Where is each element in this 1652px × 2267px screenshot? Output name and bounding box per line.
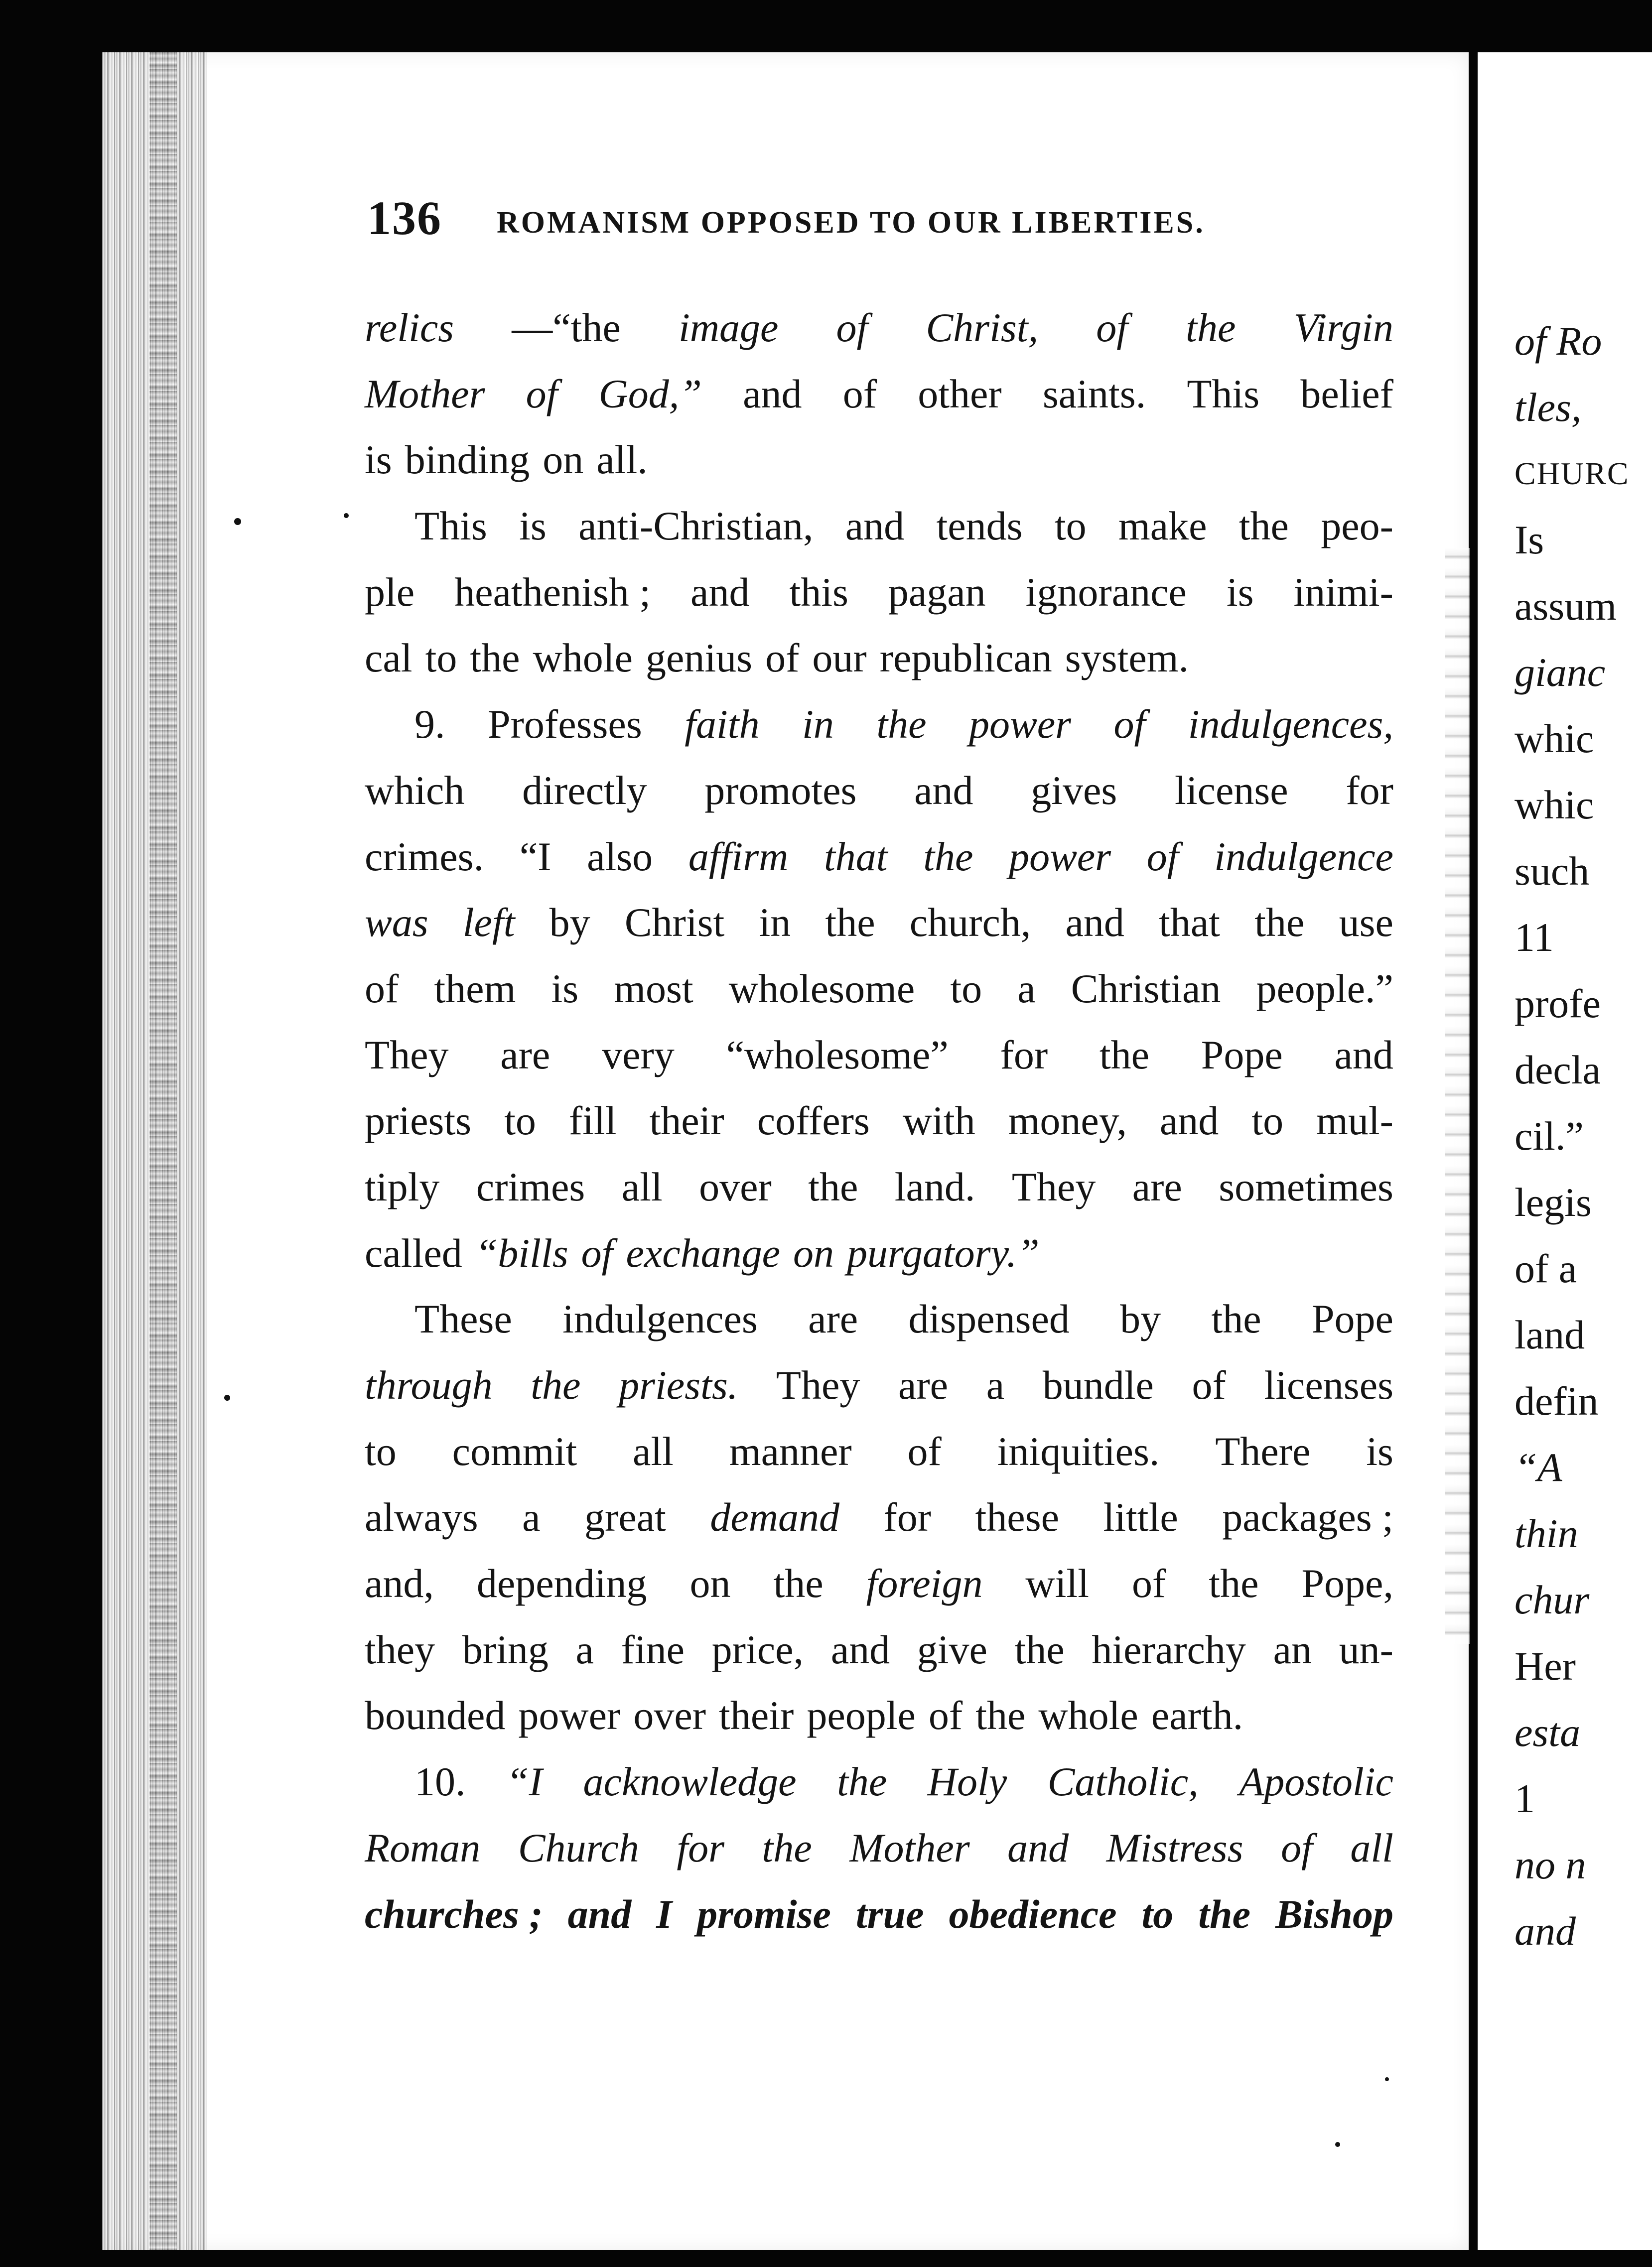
word: with (902, 1098, 975, 1144)
word: of (836, 305, 868, 350)
word: republican (879, 635, 1052, 681)
word: affirm (688, 833, 789, 879)
word: an (1273, 1626, 1312, 1672)
word: for (883, 1494, 932, 1540)
word: system. (1065, 635, 1189, 681)
page-header (367, 190, 1274, 250)
text-line (365, 956, 1393, 1022)
word: faith (685, 701, 760, 747)
word: church, (909, 900, 1031, 945)
paragraph (365, 295, 1393, 493)
word: and, (365, 1561, 434, 1606)
facing-page-gutter (1469, 52, 1478, 2250)
word: also (587, 833, 653, 879)
word: for (1346, 767, 1393, 813)
word: Holy (927, 1759, 1007, 1805)
word: is (1226, 569, 1254, 615)
word: to (950, 965, 982, 1011)
speck (1385, 2077, 1389, 2081)
word: bundle (1042, 1362, 1154, 1408)
word: There (1215, 1428, 1311, 1474)
word: promotes (704, 767, 857, 813)
word: to (1251, 1098, 1284, 1144)
text-line (365, 427, 1393, 493)
word: their (719, 1693, 794, 1738)
word: great (584, 1494, 666, 1540)
word: inimi- (1293, 569, 1393, 615)
word: to (504, 1098, 536, 1144)
facing-page-line: thin (1514, 1511, 1578, 1556)
facing-page-line: land (1514, 1312, 1585, 1357)
word: land. (894, 1164, 975, 1209)
word: obedience (949, 1891, 1117, 1937)
word: will (1025, 1561, 1089, 1606)
word: depending (476, 1561, 647, 1606)
word: the (1198, 1891, 1251, 1937)
word: power (1009, 833, 1111, 879)
word: on (543, 437, 584, 483)
word: licenses (1264, 1362, 1393, 1408)
facing-page-line: cil.” (1514, 1113, 1584, 1159)
word: make (1118, 503, 1207, 549)
word: and (914, 767, 973, 813)
paragraph (365, 691, 1393, 1286)
word: money, (1008, 1098, 1127, 1144)
word: license (1174, 767, 1288, 813)
word: sometimes (1219, 1164, 1393, 1209)
facing-page-line: assum (1514, 583, 1617, 629)
word: most (614, 965, 693, 1011)
word: a (1017, 965, 1036, 1011)
word: are (898, 1362, 949, 1408)
word: Bishop (1275, 1891, 1393, 1937)
word: the (1099, 1032, 1150, 1077)
text-line (365, 1683, 1393, 1749)
facing-page-line: 1 (1514, 1776, 1535, 1821)
text-line (365, 559, 1393, 626)
text-line (365, 1154, 1393, 1220)
word: which (365, 767, 465, 813)
facing-page-line: and (1514, 1908, 1576, 1954)
facing-page-line: of Ro (1514, 318, 1602, 364)
body-text (365, 295, 1393, 1947)
facing-page-line: defin (1514, 1378, 1599, 1424)
page-edge-speckle (1445, 548, 1470, 1644)
word: a (575, 1626, 594, 1672)
word: Christ (624, 900, 725, 945)
word: use (1339, 900, 1393, 945)
word: little (1103, 1494, 1178, 1540)
word: of (581, 1230, 613, 1276)
word: exchange (626, 1230, 781, 1276)
word: foreign (866, 1561, 983, 1606)
word: Pope (1311, 1296, 1393, 1342)
facing-page-line: no n (1514, 1842, 1586, 1887)
word: indulgences (562, 1296, 758, 1342)
word: directly (522, 767, 647, 813)
word: of (365, 965, 399, 1011)
facing-page-line: chur (1514, 1577, 1590, 1622)
word: bring (462, 1626, 549, 1672)
word: of (1192, 1362, 1226, 1408)
text-line (365, 824, 1393, 890)
word: are (1132, 1164, 1182, 1209)
facing-page-line: profe (1514, 981, 1601, 1026)
word: that (1159, 900, 1221, 945)
word: priests. (619, 1362, 738, 1408)
word: of (1113, 701, 1146, 747)
word: fill (568, 1098, 617, 1144)
word: crimes. (365, 833, 484, 879)
word: and (690, 569, 750, 615)
paragraph (365, 493, 1393, 691)
word: of (928, 1693, 963, 1738)
word: Catholic, (1047, 1759, 1199, 1805)
word: to (1054, 503, 1087, 549)
word: “I (506, 1759, 543, 1805)
word: they (365, 1626, 435, 1672)
word: “wholesome” (726, 1032, 949, 1077)
word: and (845, 503, 905, 549)
speck (344, 513, 349, 518)
word: the (975, 1693, 1026, 1738)
facing-page-line: legis (1514, 1180, 1592, 1225)
facing-page-line: such (1514, 848, 1590, 894)
word: of (1281, 1825, 1313, 1870)
word: Pope, (1301, 1561, 1393, 1606)
word: They (776, 1362, 860, 1408)
word: for (1000, 1032, 1048, 1077)
word: a (522, 1494, 541, 1540)
word: over (633, 1693, 706, 1738)
word: and (830, 1626, 890, 1672)
word: purgatory.” (847, 1230, 1040, 1276)
word: on (689, 1561, 731, 1606)
text-line (365, 890, 1393, 956)
text-line (365, 691, 1393, 758)
word: of (907, 1428, 942, 1474)
word: Mother (365, 371, 485, 416)
word: is (1366, 1428, 1393, 1474)
word: of (1096, 305, 1128, 350)
word: and (1159, 1098, 1219, 1144)
word: the (876, 701, 927, 747)
word: power (518, 1693, 621, 1738)
speck (1335, 2142, 1340, 2147)
word: churches ; (365, 1891, 543, 1937)
word: other (918, 371, 1002, 416)
word: the (773, 1561, 824, 1606)
word: acknowledge (583, 1759, 797, 1805)
word: wholesome (728, 965, 915, 1011)
word: of (765, 635, 800, 681)
word: all (621, 1164, 663, 1209)
speck (234, 518, 241, 525)
text-line (365, 1419, 1393, 1485)
word: the (1211, 1296, 1261, 1342)
word: un- (1339, 1626, 1393, 1672)
word: ple (365, 569, 415, 615)
word: They (365, 1032, 449, 1077)
facing-page-text (1514, 308, 1652, 1964)
word: by (549, 900, 590, 945)
word: tends (936, 503, 1023, 549)
word: anti-Christian, (578, 503, 814, 549)
word: a (986, 1362, 1005, 1408)
word: —“the (512, 305, 621, 350)
word: all. (596, 437, 648, 483)
word: promise (697, 1891, 831, 1937)
word: and (1065, 900, 1124, 945)
word: heathenish ; (454, 569, 651, 615)
word: belief (1300, 371, 1393, 416)
word: 9. (414, 701, 445, 747)
word: cal (365, 635, 413, 681)
word: the (1014, 1626, 1065, 1672)
page-binding-edge (149, 52, 177, 2250)
facing-page-line: “A (1514, 1445, 1562, 1490)
word: These (414, 1296, 512, 1342)
word: This (1187, 371, 1260, 416)
word: are (500, 1032, 551, 1077)
word: Christ, (926, 305, 1039, 350)
word: all (1350, 1825, 1393, 1870)
word: pagan (888, 569, 986, 615)
facing-page-line: decla (1514, 1047, 1601, 1092)
word: Mistress (1106, 1825, 1243, 1870)
word: and (1334, 1032, 1393, 1077)
text-line (365, 625, 1393, 691)
word: the (1186, 305, 1236, 350)
text-line (365, 1022, 1393, 1088)
word: God,” (598, 371, 702, 416)
word: the (923, 833, 973, 879)
word: the (470, 635, 520, 681)
word: dispensed (908, 1296, 1070, 1342)
word: to (1141, 1891, 1174, 1937)
word: Christian (1071, 965, 1221, 1011)
word: them (434, 965, 516, 1011)
word: priests (365, 1098, 472, 1144)
word: people (807, 1693, 916, 1738)
word: true (855, 1891, 924, 1937)
word: and (567, 1891, 632, 1937)
word: coffers (757, 1098, 870, 1144)
word: to (425, 635, 457, 681)
text-line (365, 1220, 1393, 1287)
word: crimes (476, 1164, 585, 1209)
word: was (365, 900, 428, 945)
word: always (365, 1494, 478, 1540)
word: indulgence (1214, 833, 1393, 879)
text-line (365, 1749, 1393, 1815)
word: 10. (414, 1759, 466, 1805)
word: give (917, 1626, 987, 1672)
word: packages ; (1222, 1494, 1393, 1540)
word: by (1120, 1296, 1161, 1342)
word: is (551, 965, 579, 1011)
facing-page-line: Her (1514, 1643, 1576, 1689)
text-line (365, 1881, 1393, 1948)
word: the (1209, 1561, 1259, 1606)
word: bounded (365, 1693, 506, 1738)
word: iniquities. (997, 1428, 1160, 1474)
paragraph (365, 1749, 1393, 1947)
word: the (825, 900, 875, 945)
word: I (656, 1891, 673, 1937)
text-line (365, 1352, 1393, 1419)
word: Professes (487, 701, 642, 747)
word: the (837, 1759, 887, 1805)
word: these (975, 1494, 1059, 1540)
word: relics (365, 305, 454, 350)
word: peo- (1321, 503, 1393, 549)
word: “bills (475, 1230, 568, 1276)
word: Apostolic (1239, 1759, 1393, 1805)
word: through (365, 1362, 493, 1408)
word: of (1146, 833, 1179, 879)
facing-page-line: Is (1514, 517, 1544, 562)
word: ignorance (1025, 569, 1187, 615)
word: the (1239, 503, 1289, 549)
text-line (365, 1617, 1393, 1683)
word: price, (711, 1626, 804, 1672)
word: gives (1031, 767, 1117, 813)
word: is (519, 503, 547, 549)
word: and (1007, 1825, 1069, 1870)
word: manner (729, 1428, 852, 1474)
speck (224, 1395, 230, 1401)
word: the (531, 1362, 581, 1408)
facing-page-line: esta (1514, 1710, 1581, 1755)
facing-page-line: of a (1514, 1246, 1577, 1291)
word: of (526, 371, 558, 416)
word: people.” (1256, 965, 1393, 1011)
paragraph (365, 1286, 1393, 1749)
facing-page-line: whic (1514, 716, 1594, 761)
word: this (789, 569, 848, 615)
word: genius (645, 635, 753, 681)
word: Roman (365, 1825, 481, 1870)
text-line (365, 1088, 1393, 1154)
word: very (602, 1032, 675, 1077)
word: in (759, 900, 791, 945)
facing-page-line: 11 (1514, 915, 1554, 960)
word: hierarchy (1092, 1626, 1246, 1672)
word: Virgin (1293, 305, 1393, 350)
word: in (802, 701, 834, 747)
word: “I (519, 833, 551, 879)
text-line (365, 295, 1393, 361)
word: of (842, 371, 877, 416)
facing-page-line: gianc (1514, 650, 1606, 695)
word: our (812, 635, 867, 681)
word: power (969, 701, 1072, 747)
facing-page-line: whic (1514, 782, 1594, 827)
word: their (649, 1098, 724, 1144)
text-line (365, 1551, 1393, 1617)
text-line (365, 1815, 1393, 1881)
text-line (365, 493, 1393, 559)
word: are (808, 1296, 858, 1342)
word: the (1254, 900, 1305, 945)
text-line (365, 361, 1393, 427)
word: image (679, 305, 779, 350)
page-number: 136 (367, 191, 442, 245)
running-head: ROMANISM OPPOSED TO OUR LIBERTIES. (497, 206, 1205, 240)
word: Pope (1201, 1032, 1283, 1077)
word: fine (621, 1626, 685, 1672)
facing-page-line: tles, (1514, 385, 1582, 430)
word: demand (710, 1494, 839, 1540)
word: left (462, 900, 515, 945)
word: and (743, 371, 802, 416)
word: Mother (849, 1825, 970, 1870)
text-line (365, 758, 1393, 824)
word: is (365, 437, 392, 483)
word: whole (533, 635, 633, 681)
word: to (365, 1428, 397, 1474)
word: all (632, 1428, 674, 1474)
word: Church (518, 1825, 639, 1870)
text-line (365, 1484, 1393, 1551)
word: earth. (1151, 1693, 1243, 1738)
word: indulgences, (1188, 701, 1393, 747)
word: mul- (1316, 1098, 1393, 1144)
word: for (677, 1825, 725, 1870)
word: of (1131, 1561, 1166, 1606)
word: on (793, 1230, 834, 1276)
word: called (365, 1230, 462, 1276)
word: commit (452, 1428, 577, 1474)
word: the (808, 1164, 858, 1209)
word: This (414, 503, 487, 549)
word: saints. (1042, 371, 1146, 416)
word: over (699, 1164, 772, 1209)
word: the (762, 1825, 812, 1870)
word: whole (1038, 1693, 1138, 1738)
word: They (1011, 1164, 1096, 1209)
word: binding (405, 437, 530, 483)
facing-page-line: CHURC (1514, 456, 1630, 491)
word: that (824, 833, 888, 879)
text-line (365, 1286, 1393, 1352)
word: tiply (365, 1164, 440, 1209)
